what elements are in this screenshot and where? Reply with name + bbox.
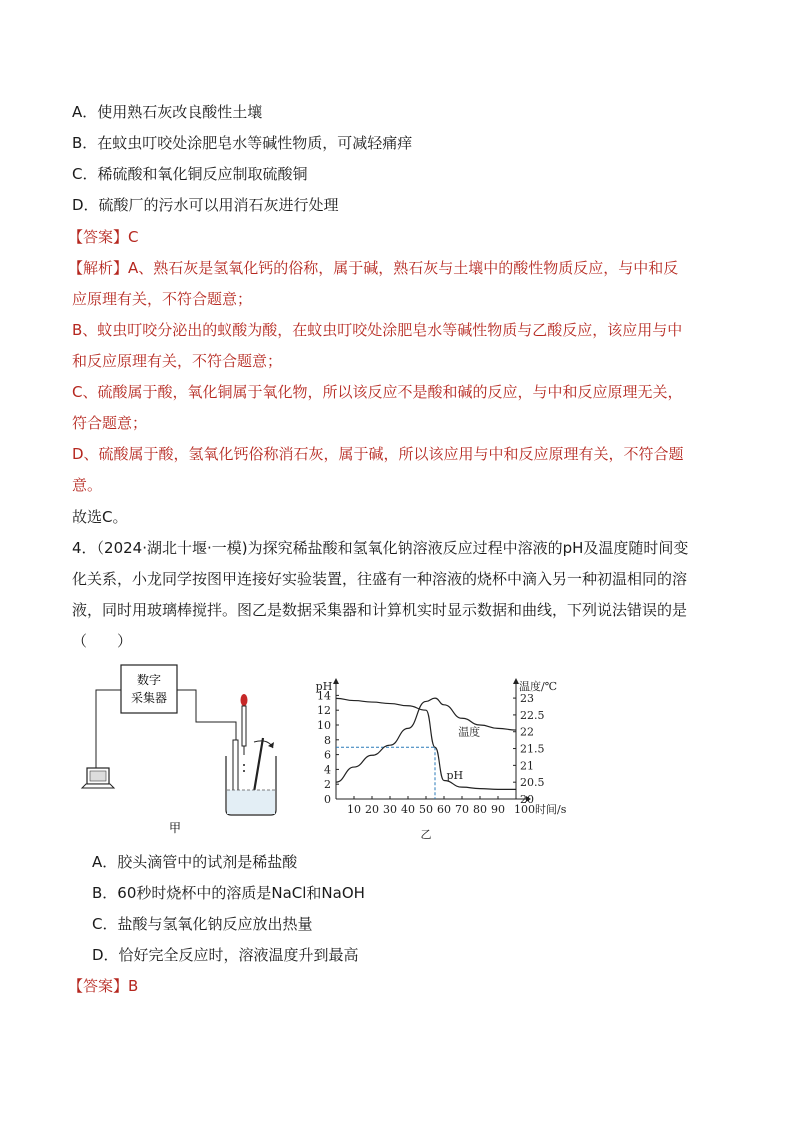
figure-yi-caption: 乙 bbox=[420, 828, 432, 841]
cable-to-sensor bbox=[177, 690, 236, 740]
y-left-tick-label: 12 bbox=[317, 704, 331, 718]
x-tick-label: 100时间/s bbox=[514, 803, 567, 816]
q3-analysis-line-3: B、蚊虫叮咬分泌出的蚁酸为酸，在蚊虫叮咬处涂肥皂水等碱性物质与乙酸反应，该应用与中 bbox=[72, 321, 683, 339]
q3-analysis-line-8: 意。 bbox=[72, 476, 103, 494]
x-tick-label: 50 bbox=[419, 803, 433, 816]
laptop-icon bbox=[82, 768, 114, 788]
x-tick-label: 70 bbox=[455, 803, 469, 816]
q4-answer: 【答案】B bbox=[68, 977, 139, 995]
q4-option-a: A．胶头滴管中的试剂是稀盐酸 bbox=[92, 853, 298, 871]
y-left-label: pH bbox=[315, 680, 333, 693]
dropper-icon bbox=[241, 694, 248, 772]
q3-option-b: B．在蚊虫叮咬处涂肥皂水等碱性物质，可减轻痛痒 bbox=[72, 134, 413, 152]
q3-option-c: C．稀硫酸和氧化铜反应制取硫酸铜 bbox=[72, 165, 308, 183]
series-line-ph bbox=[336, 698, 516, 789]
q3-analysis-line-7: D、硫酸属于酸，氢氧化钙俗称消石灰，属于碱，所以该应用与中和反应原理有关，不符合题 bbox=[72, 445, 684, 463]
y-right-tick-label: 22 bbox=[520, 725, 534, 739]
y-left-tick-label: 10 bbox=[317, 719, 331, 732]
apparatus-figure bbox=[76, 660, 306, 840]
y-left-tick-label: 2 bbox=[324, 778, 331, 792]
y-left-tick-label: 8 bbox=[324, 733, 331, 747]
q3-analysis-line-5: C、硫酸属于酸，氧化铜属于氧化物，所以该反应不是酸和碱的反应，与中和反应原理无关， bbox=[72, 383, 683, 401]
cable-to-computer bbox=[96, 690, 121, 768]
q3-analysis-line-4: 和反应原理有关，不符合题意； bbox=[72, 352, 283, 370]
y-right-tick-label: 20 bbox=[520, 793, 534, 806]
x-tick-label: 90 bbox=[491, 803, 505, 816]
x-tick-label: 20 bbox=[365, 803, 379, 816]
q3-analysis-line-2: 应原理有关，不符合题意； bbox=[72, 290, 253, 308]
q3-conclusion: 故选C。 bbox=[72, 508, 128, 526]
q4-option-b: B．60秒时烧杯中的溶质是NaCl和NaOH bbox=[92, 884, 365, 902]
x-tick-label: 30 bbox=[383, 803, 397, 816]
y-right-tick-label: 23 bbox=[520, 692, 534, 706]
q4-stem-line-1: 4．（2024·湖北十堰·一模)为探究稀盐酸和氢氧化钠溶液反应过程中溶液的pH及温度随时间变 bbox=[72, 539, 689, 557]
q3-option-d: D．硫酸厂的污水可以用消石灰进行处理 bbox=[72, 196, 339, 214]
solution-in-beaker bbox=[227, 790, 275, 814]
ph-temperature-chart bbox=[306, 676, 570, 842]
y-left-tick-label: 14 bbox=[317, 689, 331, 703]
y-right-tick-label: 20.5 bbox=[520, 776, 545, 790]
y-right-tick-label: 22.5 bbox=[520, 708, 545, 722]
y-right-tick-label: 21.5 bbox=[520, 742, 545, 756]
q4-stem-line-2: 化关系，小龙同学按图甲连接好实验装置，往盛有一种溶液的烧杯中滴入另一种初温相同的溶 bbox=[72, 570, 688, 588]
figure-jia-caption: 甲 bbox=[168, 821, 182, 835]
q3-answer: 【答案】C bbox=[68, 228, 139, 246]
q4-stem-line-3: 液，同时用玻璃棒搅拌。图乙是数据采集器和计算机实时显示数据和曲线，下列说法错误的是 bbox=[72, 601, 688, 619]
y-left-tick-label: 4 bbox=[324, 763, 331, 777]
y-left-tick-label: 0 bbox=[324, 793, 331, 806]
q4-option-d: D．恰好完全反应时，溶液温度升到最高 bbox=[92, 946, 359, 964]
x-tick-label: 80 bbox=[473, 803, 487, 816]
x-tick-label: 60 bbox=[437, 803, 451, 816]
q4-stem-line-4: （ ） bbox=[72, 632, 133, 650]
q3-analysis-line-6: 符合题意； bbox=[72, 414, 148, 432]
q3-analysis-line-1: 【解析】A、熟石灰是氢氧化钙的俗称，属于碱，熟石灰与土壤中的酸性物质反应，与中和反 bbox=[68, 259, 679, 277]
stir-arrow bbox=[254, 741, 273, 748]
y-right-label: 温度/℃ bbox=[519, 680, 558, 693]
y-left-tick-label: 6 bbox=[324, 748, 331, 762]
q3-option-a: A．使用熟石灰改良酸性土壤 bbox=[72, 103, 263, 121]
ph-curve-label: pH bbox=[446, 769, 464, 783]
data-collector-label-2: 采集器 bbox=[130, 691, 168, 705]
y-axis-left-arrow bbox=[333, 678, 339, 684]
temperature-curve-label: 温度 bbox=[458, 725, 481, 739]
x-tick-label: 10 bbox=[347, 803, 361, 816]
x-tick-label: 40 bbox=[401, 803, 415, 816]
y-right-tick-label: 21 bbox=[520, 759, 534, 773]
q4-option-c: C．盐酸与氢氧化钠反应放出热量 bbox=[92, 915, 313, 933]
data-collector-label-1: 数字 bbox=[136, 673, 162, 687]
